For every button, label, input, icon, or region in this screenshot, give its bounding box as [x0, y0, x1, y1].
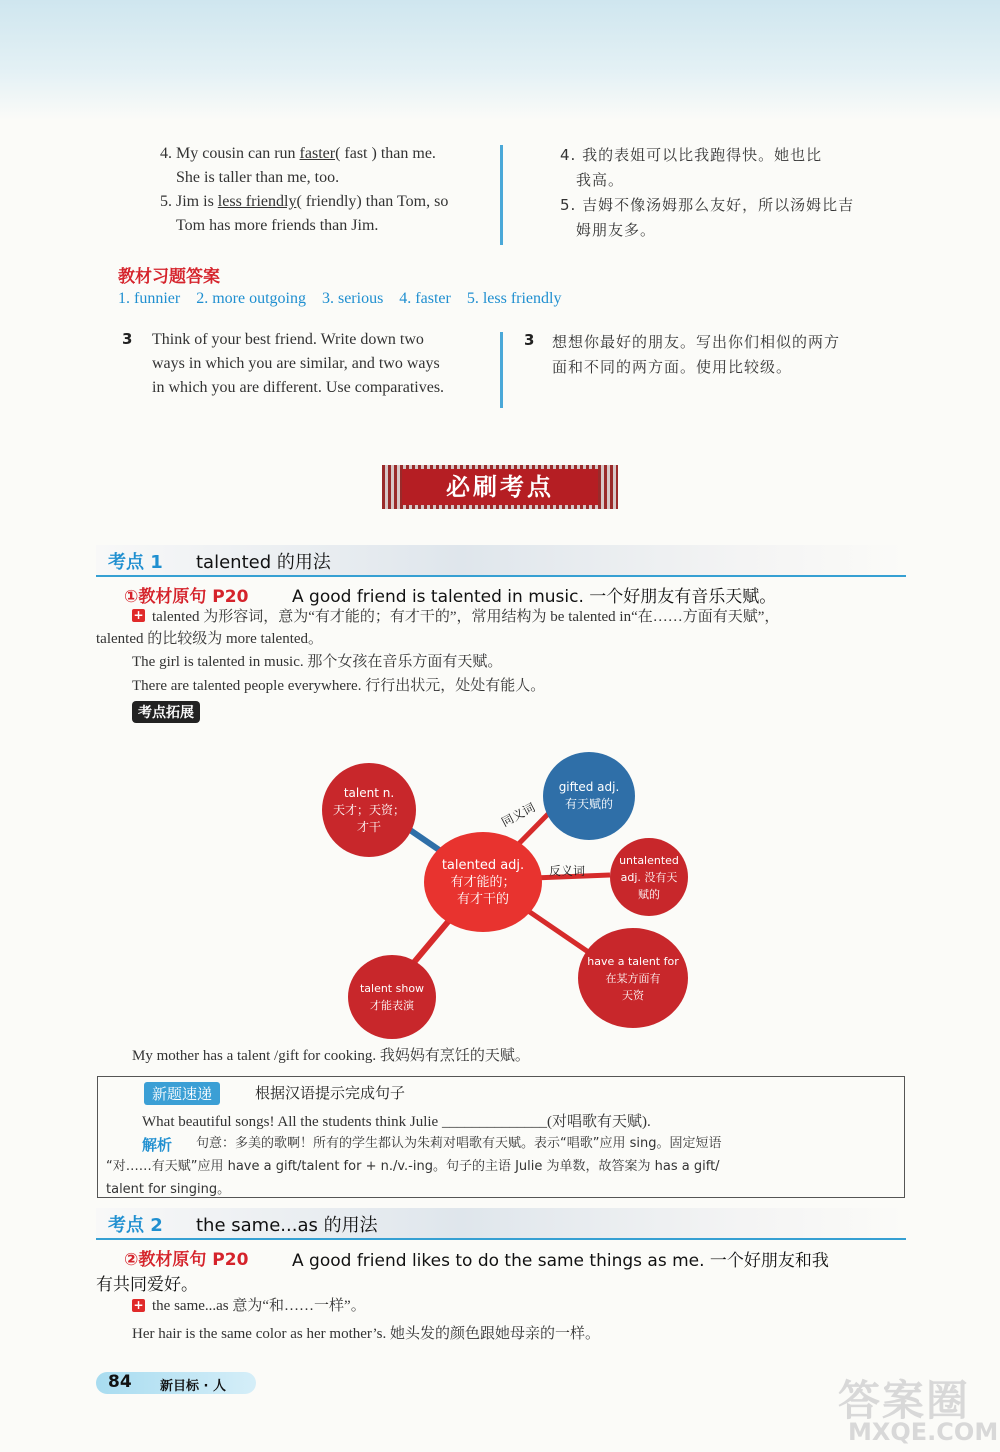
kd1-example-2: There are talented people everywhere. 行行出状元，处处有能人。 [132, 678, 546, 694]
section-banner: 必刷考点 [402, 469, 598, 505]
kd1-title: talented 的用法 [196, 552, 331, 573]
column-divider [500, 145, 503, 245]
node-center-talented: talented adj. 有才能的； 有才干的 [424, 832, 542, 932]
node-gifted: gifted adj. 有天赋的 [543, 752, 635, 840]
top-background-band [0, 0, 1000, 120]
top-english-text: 4. My cousin can run faster( fast ) than me. She is taller than me, too. 5. Jim is less friendly( friendly) than Tom, so Tom has more friends than Jim. [160, 145, 449, 234]
kd1-tag: 考点 1 [108, 552, 163, 573]
new-question-instruction: 根据汉语提示完成句子 [255, 1084, 406, 1102]
analysis-line-2: “对……有天赋”应用 have a gift/talent for + n./v.-ing。句子的主语 Julie 为单数，故答案为 has a gift/ [106, 1159, 720, 1174]
watermark-url: MXQE.COM [848, 1418, 999, 1446]
q3-cn-number: 3 [524, 331, 535, 349]
node-untalented: untalented adj. 没有天 赋的 [610, 838, 688, 916]
plus-icon: + [133, 1298, 144, 1312]
answer-item: 5. less friendly [466, 290, 562, 307]
answer-item: 3. serious [321, 290, 384, 307]
kd1-example-1: The girl is talented in music. 那个女孩在音乐方面有天赋。 [132, 654, 503, 670]
kd1-orig-text: A good friend is talented in music. 一个好朋友有音乐天赋。 [292, 587, 777, 607]
kd1-rule [96, 575, 906, 577]
kd2-tag: 考点 2 [108, 1215, 163, 1236]
new-question-tag: 新题速递 [144, 1082, 220, 1105]
series-name: 新目标 · 人 [160, 1379, 226, 1394]
label-synonym: 同义词 [499, 800, 538, 830]
kd1-expl-l1: talented 为形容词，意为“有才能的；有才干的”，常用结构为 be talented in“在……方面有天赋”， [152, 609, 780, 625]
after-map-example: My mother has a talent /gift for cooking. 我妈妈有烹饪的天赋。 [132, 1048, 530, 1064]
node-have-talent-for: have a talent for 在某方面有 天资 [578, 928, 688, 1028]
answer-faster: faster [299, 145, 336, 162]
kd1-orig-tag: ①教材原句 P20 [124, 587, 249, 607]
q3-english: Think of your best friend. Write down two ways in which you are similar, and two ways in which you are different. Use comparatives. [152, 331, 445, 396]
top-chinese-text: 4. 我的表姐可以比我跑得快。她也比 我高。 5. 吉姆不像汤姆那么友好，所以汤姆比吉 姆朋友多。 [560, 146, 855, 239]
node-talent: talent n. 天才；天资； 才干 [322, 763, 416, 857]
analysis-line-3: talent for singing。 [106, 1182, 231, 1197]
plus-icon: + [133, 608, 144, 622]
page-number: 84 [108, 1372, 132, 1392]
kd1-extension-tag: 考点拓展 [132, 701, 200, 723]
new-question-sentence: What beautiful songs! All the students think Julie ______________(对唱歌有天赋). [142, 1114, 651, 1130]
analysis-line-1: 句意：多美的歌啊！所有的学生都认为朱莉对唱歌有天赋。表示“唱歌”应用 sing。固定短语 [196, 1136, 722, 1151]
kd2-rule [96, 1238, 906, 1240]
kd2-orig-tag: ②教材原句 P20 [124, 1250, 249, 1270]
answer-blank[interactable]: ______________ [441, 1114, 547, 1130]
column-divider-2 [500, 332, 503, 408]
analysis-label: 解析 [142, 1136, 173, 1154]
answers-heading: 教材习题答案 [118, 267, 220, 287]
kd2-title: the same...as 的用法 [196, 1215, 378, 1236]
watermark-logo: 答案圈 [838, 1376, 971, 1425]
answer-less-friendly: less friendly [217, 193, 297, 210]
q3-number: 3 [122, 330, 133, 348]
kd2-orig-line-1: A good friend likes to do the same things as me. 一个好朋友和我 [292, 1251, 829, 1271]
kd2-example-1: Her hair is the same color as her mother’s. 她头发的颜色跟她母亲的一样。 [132, 1326, 600, 1342]
answer-item: 2. more outgoing [196, 290, 306, 307]
answers-list [118, 290, 561, 308]
kd2-expl: the same...as 意为“和……一样”。 [152, 1298, 366, 1314]
label-antonym: 反义词 [549, 864, 586, 878]
kd2-orig-line-2: 有共同爱好。 [96, 1275, 198, 1295]
node-talent-show: talent show 才能表演 [348, 955, 436, 1039]
kd1-expl-l2: talented 的比较级为 more talented。 [96, 631, 324, 647]
q3-chinese: 想想你最好的朋友。写出你们相似的两方 面和不同的两方面。使用比较级。 [552, 333, 841, 376]
answer-item: 1. funnier [118, 290, 181, 307]
answer-item: 4. faster [399, 290, 451, 307]
